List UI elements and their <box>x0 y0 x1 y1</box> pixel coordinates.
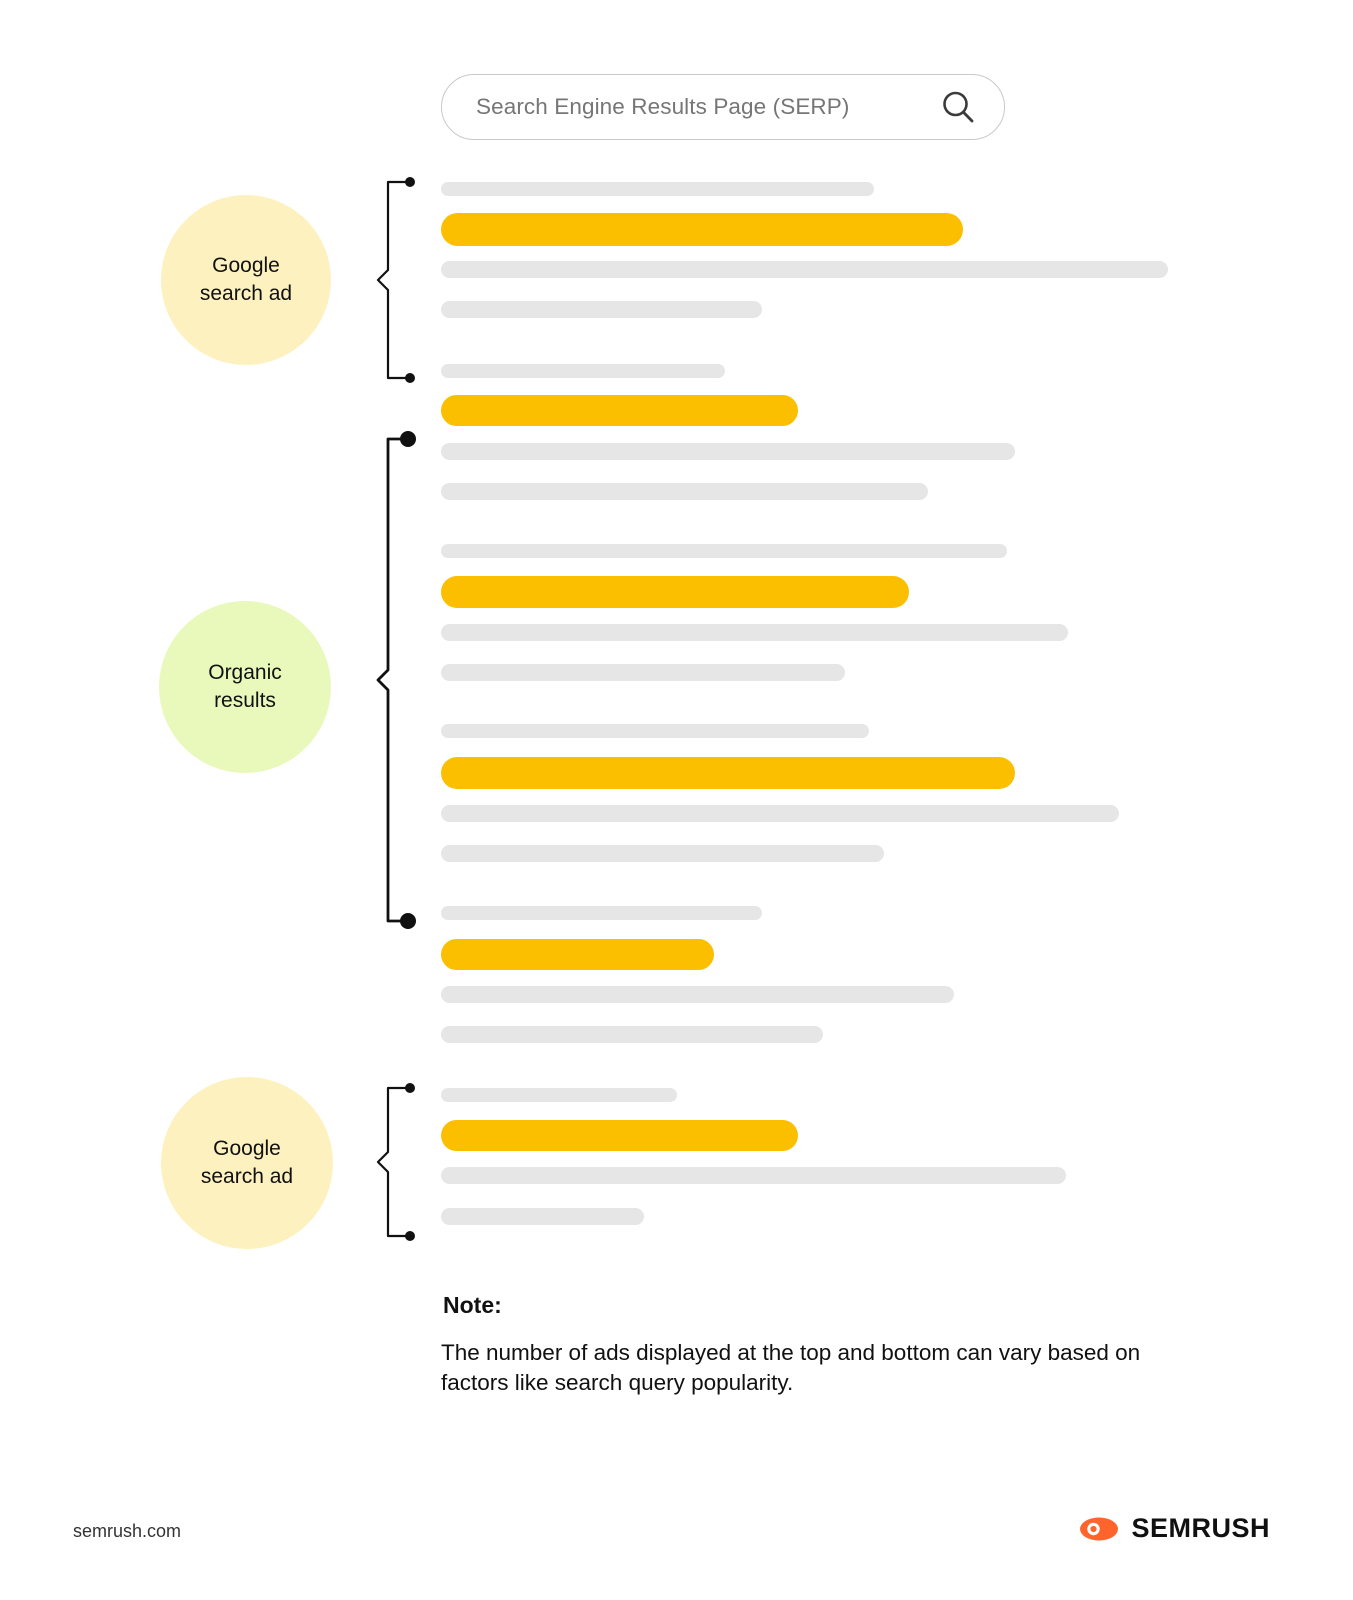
serp-title-line[interactable] <box>441 939 714 970</box>
note-body: The number of ads displayed at the top and bottom can vary based on factors like search query popularity. <box>441 1340 1141 1396</box>
serp-meta-line <box>441 906 762 920</box>
search-icon[interactable] <box>938 87 978 127</box>
serp-title-line[interactable] <box>441 1120 798 1151</box>
serp-title-line[interactable] <box>441 213 963 246</box>
semrush-logo <box>1080 1513 1270 1544</box>
annotation-label-line1: Google <box>213 1136 281 1160</box>
serp-desc-line <box>441 483 928 500</box>
annotation-label-line2: search ad <box>200 1165 294 1188</box>
annotation-label-line1: Google <box>212 253 280 277</box>
annotation-label-line2: results <box>214 689 276 712</box>
brace-top-ad <box>370 172 416 393</box>
semrush-wordmark: SEMRUSH <box>1131 1513 1270 1543</box>
serp-desc-line <box>441 986 954 1003</box>
serp-title-line[interactable] <box>441 395 798 426</box>
serp-meta-line <box>441 1088 677 1102</box>
serp-desc-line <box>441 805 1119 822</box>
annotation-bubble-top-ad <box>161 195 331 365</box>
serp-meta-line <box>441 182 874 196</box>
serp-desc-line <box>441 1208 644 1225</box>
serp-desc-line <box>441 443 1015 460</box>
serp-desc-line <box>441 624 1068 641</box>
serp-meta-line <box>441 364 725 378</box>
serp-title-line[interactable] <box>441 576 909 608</box>
serp-desc-line <box>441 1167 1066 1184</box>
semrush-mark-icon <box>1080 1515 1120 1543</box>
serp-title-line[interactable] <box>441 757 1015 789</box>
search-input[interactable]: Search Engine Results Page (SERP) <box>476 94 850 119</box>
brace-organic <box>370 425 416 940</box>
annotation-label-line1: Organic <box>208 660 282 684</box>
serp-meta-line <box>441 724 869 738</box>
serp-desc-line <box>441 845 884 862</box>
annotation-label-line2: search ad <box>199 282 293 305</box>
serp-meta-line <box>441 544 1007 558</box>
serp-desc-line <box>441 261 1168 278</box>
footer-url: semrush.com <box>73 1521 182 1541</box>
serp-desc-line <box>441 664 845 681</box>
serp-desc-line <box>441 1026 823 1043</box>
annotation-bubble-bottom-ad <box>161 1077 333 1249</box>
annotation-bubble-organic <box>159 601 331 773</box>
note-title: Note: <box>443 1292 502 1318</box>
serp-search-bar[interactable] <box>441 74 1005 140</box>
serp-desc-line <box>441 301 762 318</box>
brace-bottom-ad <box>370 1079 416 1250</box>
